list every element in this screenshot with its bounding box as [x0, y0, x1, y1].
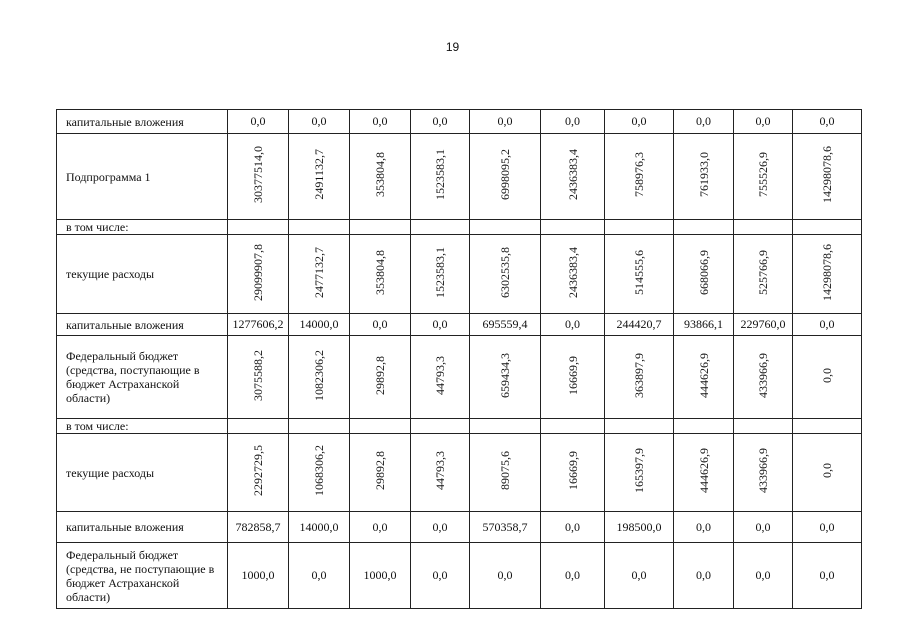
- value-cell: [470, 134, 541, 220]
- value-cell: 0,0: [605, 543, 674, 609]
- value-cell: [228, 235, 289, 314]
- value-cell: [541, 134, 605, 220]
- value-cell: [605, 235, 674, 314]
- value-text: 14298078,6: [820, 146, 834, 203]
- value-text: 761933,0: [696, 152, 711, 197]
- value-text: 1082306,2: [312, 349, 326, 401]
- budget-table: [56, 109, 862, 609]
- row-label: Федеральный бюджет (средства, не поступающие в бюджет Астраханской области): [57, 543, 228, 609]
- value-cell: [470, 336, 541, 419]
- value-cell: [350, 220, 411, 235]
- value-text: 668066,9: [696, 249, 711, 295]
- value-text: 2292729,5: [251, 445, 265, 496]
- value-text: 6998095,2: [498, 149, 512, 200]
- value-cell: [793, 220, 862, 235]
- value-cell: [734, 336, 793, 419]
- value-cell: [228, 220, 289, 235]
- value-text: 44793,3: [433, 451, 447, 490]
- value-cell: 0,0: [470, 110, 541, 134]
- value-cell: [289, 235, 350, 314]
- value-cell: [350, 134, 411, 220]
- value-cell: 0,0: [793, 512, 862, 543]
- value-cell: 229760,0: [734, 314, 793, 336]
- value-text: 16669,9: [565, 451, 580, 490]
- value-cell: [793, 235, 862, 314]
- value-cell: 0,0: [411, 110, 470, 134]
- value-text: 29099907,8: [251, 243, 265, 301]
- table-row: [57, 434, 862, 512]
- value-cell: [470, 220, 541, 235]
- value-text: 2436383,4: [565, 149, 580, 200]
- value-text: 0,0: [820, 367, 834, 383]
- value-cell: 0,0: [289, 110, 350, 134]
- value-cell: [541, 419, 605, 434]
- value-cell: [605, 134, 674, 220]
- value-text: 444626,9: [696, 448, 711, 493]
- value-cell: 0,0: [793, 543, 862, 609]
- value-cell: [289, 134, 350, 220]
- value-cell: [674, 235, 734, 314]
- value-cell: 1277606,2: [228, 314, 289, 336]
- value-cell: 0,0: [793, 314, 862, 336]
- value-cell: [411, 235, 470, 314]
- value-text: 1523583,1: [433, 149, 447, 200]
- value-cell: [350, 434, 411, 512]
- table-row: [57, 134, 862, 220]
- value-cell: [674, 336, 734, 419]
- value-text: 659434,3: [498, 352, 512, 398]
- value-cell: [674, 220, 734, 235]
- value-text: 14298078,6: [820, 243, 834, 301]
- value-cell: [541, 220, 605, 235]
- value-cell: [228, 434, 289, 512]
- value-cell: 93866,1: [674, 314, 734, 336]
- page-number: 19: [445, 40, 460, 54]
- value-cell: 0,0: [605, 110, 674, 134]
- value-cell: 0,0: [734, 512, 793, 543]
- value-text: 353804,8: [373, 249, 387, 295]
- value-text: 6302535,8: [498, 246, 512, 298]
- value-cell: [470, 235, 541, 314]
- table-row: [57, 419, 862, 434]
- value-cell: [350, 419, 411, 434]
- value-cell: [674, 134, 734, 220]
- value-text: 29892,8: [373, 355, 387, 395]
- value-cell: 0,0: [674, 543, 734, 609]
- value-cell: [411, 434, 470, 512]
- value-cell: [734, 235, 793, 314]
- value-cell: [793, 419, 862, 434]
- value-text: 44793,3: [433, 355, 447, 395]
- value-cell: [734, 220, 793, 235]
- value-cell: [470, 419, 541, 434]
- row-label: в том числе:: [57, 220, 228, 235]
- value-cell: [793, 336, 862, 419]
- value-cell: 0,0: [411, 314, 470, 336]
- table-row: [57, 336, 862, 419]
- value-cell: 0,0: [734, 543, 793, 609]
- row-label: Федеральный бюджет (средства, поступающие в бюджет Астраханской области): [57, 336, 228, 419]
- value-text: 433966,9: [756, 448, 770, 493]
- value-cell: [350, 235, 411, 314]
- row-label: в том числе:: [57, 419, 228, 434]
- row-label: текущие расходы: [57, 235, 228, 314]
- value-cell: [605, 419, 674, 434]
- value-text: 758976,3: [632, 152, 646, 197]
- value-text: 1068306,2: [312, 445, 326, 496]
- value-text: 363897,9: [632, 352, 646, 398]
- table-row: [57, 314, 862, 336]
- value-cell: [734, 434, 793, 512]
- value-cell: [411, 134, 470, 220]
- value-cell: 198500,0: [605, 512, 674, 543]
- value-cell: 14000,0: [289, 314, 350, 336]
- value-cell: 0,0: [289, 543, 350, 609]
- table-row: [57, 110, 862, 134]
- value-text: 30377514,0: [251, 146, 265, 203]
- value-cell: [793, 134, 862, 220]
- value-text: 29892,8: [373, 451, 387, 490]
- value-cell: 570358,7: [470, 512, 541, 543]
- value-cell: [541, 336, 605, 419]
- table-row: [57, 235, 862, 314]
- value-text: 2477132,7: [312, 246, 326, 298]
- value-cell: [470, 434, 541, 512]
- value-cell: 0,0: [541, 110, 605, 134]
- value-text: 2491132,7: [312, 149, 326, 200]
- value-cell: [605, 336, 674, 419]
- value-text: 444626,9: [696, 352, 711, 398]
- value-text: 755526,9: [756, 152, 770, 197]
- value-text: 525766,9: [756, 249, 770, 295]
- value-text: 433966,9: [756, 352, 770, 398]
- table-row: [57, 512, 862, 543]
- value-cell: 244420,7: [605, 314, 674, 336]
- value-cell: [289, 220, 350, 235]
- value-cell: 0,0: [674, 512, 734, 543]
- value-cell: [411, 419, 470, 434]
- value-cell: 0,0: [734, 110, 793, 134]
- value-cell: [734, 134, 793, 220]
- value-cell: 0,0: [228, 110, 289, 134]
- value-cell: 0,0: [541, 512, 605, 543]
- value-cell: 0,0: [411, 543, 470, 609]
- value-cell: [228, 134, 289, 220]
- value-cell: 0,0: [541, 314, 605, 336]
- value-cell: [289, 434, 350, 512]
- value-text: 353804,8: [373, 152, 387, 197]
- value-cell: 0,0: [350, 314, 411, 336]
- value-cell: 0,0: [793, 110, 862, 134]
- value-text: 514555,6: [632, 249, 646, 295]
- value-cell: [793, 434, 862, 512]
- value-cell: [289, 419, 350, 434]
- value-text: 16669,9: [565, 355, 580, 395]
- value-cell: [605, 220, 674, 235]
- row-label: Подпрограмма 1: [57, 134, 228, 220]
- value-text: 3075588,2: [251, 349, 265, 401]
- value-cell: [411, 220, 470, 235]
- value-cell: [350, 336, 411, 419]
- value-cell: 0,0: [411, 512, 470, 543]
- value-text: 1523583,1: [433, 246, 447, 298]
- value-cell: 0,0: [541, 543, 605, 609]
- value-cell: 695559,4: [470, 314, 541, 336]
- table-row: [57, 543, 862, 609]
- value-cell: 0,0: [674, 110, 734, 134]
- value-cell: 14000,0: [289, 512, 350, 543]
- value-cell: [674, 419, 734, 434]
- value-cell: [734, 419, 793, 434]
- value-cell: [541, 434, 605, 512]
- row-label: капитальные вложения: [57, 110, 228, 134]
- value-cell: [411, 336, 470, 419]
- row-label: текущие расходы: [57, 434, 228, 512]
- value-cell: [228, 336, 289, 419]
- value-cell: 1000,0: [228, 543, 289, 609]
- row-label: капитальные вложения: [57, 314, 228, 336]
- value-cell: 782858,7: [228, 512, 289, 543]
- value-text: 0,0: [820, 463, 834, 478]
- value-cell: [289, 336, 350, 419]
- value-cell: [541, 235, 605, 314]
- value-cell: [228, 419, 289, 434]
- value-cell: 0,0: [350, 512, 411, 543]
- value-cell: 0,0: [350, 110, 411, 134]
- value-text: 89075,6: [498, 451, 512, 490]
- value-cell: 0,0: [470, 543, 541, 609]
- value-text: 2436383,4: [565, 246, 580, 298]
- value-text: 165397,9: [632, 448, 646, 493]
- table-row: [57, 220, 862, 235]
- value-cell: [674, 434, 734, 512]
- value-cell: 1000,0: [350, 543, 411, 609]
- row-label: капитальные вложения: [57, 512, 228, 543]
- value-cell: [605, 434, 674, 512]
